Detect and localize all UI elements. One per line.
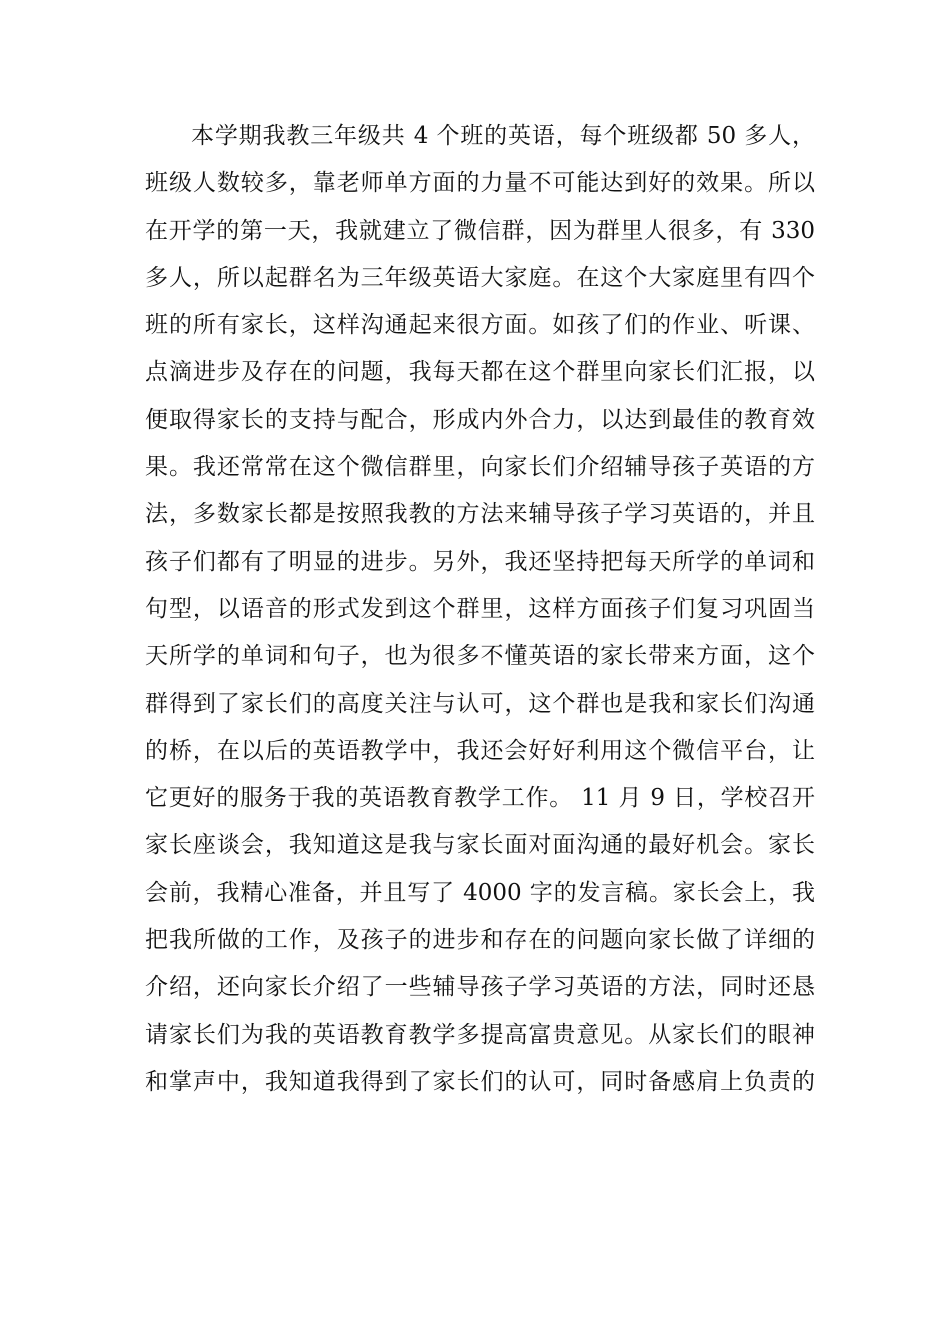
text-line: 把我所做的工作，及孩子的进步和存在的问题向家长做了详细的	[145, 927, 815, 954]
text-line: 的桥，在以后的英语教学中，我还会好好利用这个微信平台，让	[145, 737, 815, 764]
text-line: 果。我还常常在这个微信群里，向家长们介绍辅导孩子英语的方	[145, 454, 815, 481]
text-line: 班级人数较多，靠老师单方面的力量不可能达到好的效果。所以	[145, 170, 815, 197]
text-line: 它更好的服务于我的英语教育教学工作。 11 月 9 日，学校召开	[145, 785, 815, 812]
text-line: 点滴进步及存在的问题，我每天都在这个群里向家长们汇报，以	[145, 359, 815, 386]
text-line: 介绍，还向家长介绍了一些辅导孩子学习英语的方法，同时还恳	[145, 974, 815, 1001]
text-line: 句型，以语音的形式发到这个群里，这样方面孩子们复习巩固当	[145, 595, 815, 622]
text-line: 在开学的第一天，我就建立了微信群，因为群里人很多，有 330	[145, 217, 815, 244]
text-line: 孩子们都有了明显的进步。另外，我还坚持把每天所学的单词和	[145, 548, 815, 575]
body-paragraph	[145, 113, 815, 1106]
text-line: 本学期我教三年级共 4 个班的英语，每个班级都 50 多人，	[191, 123, 815, 149]
text-line: 和掌声中，我知道我得到了家长们的认可，同时备感肩上负责的	[145, 1068, 815, 1095]
text-line: 群得到了家长们的高度关注与认可，这个群也是我和家长们沟通	[145, 690, 815, 717]
text-line: 班的所有家长，这样沟通起来很方面。如孩了们的作业、听课、	[145, 312, 815, 339]
text-line: 法，多数家长都是按照我教的方法来辅导孩子学习英语的，并且	[145, 501, 815, 528]
text-line: 便取得家长的支持与配合，形成内外合力，以达到最佳的教育效	[145, 406, 815, 433]
text-line: 家长座谈会，我知道这是我与家长面对面沟通的最好机会。家长	[145, 832, 815, 859]
text-line: 会前，我精心准备，并且写了 4000 字的发言稿。家长会上，我	[145, 879, 815, 906]
text-line: 多人，所以起群名为三年级英语大家庭。在这个大家庭里有四个	[145, 264, 815, 291]
text-line: 请家长们为我的英语教育教学多提高富贵意见。从家长们的眼神	[145, 1021, 815, 1048]
text-line: 天所学的单词和句子，也为很多不懂英语的家长带来方面，这个	[145, 643, 815, 670]
